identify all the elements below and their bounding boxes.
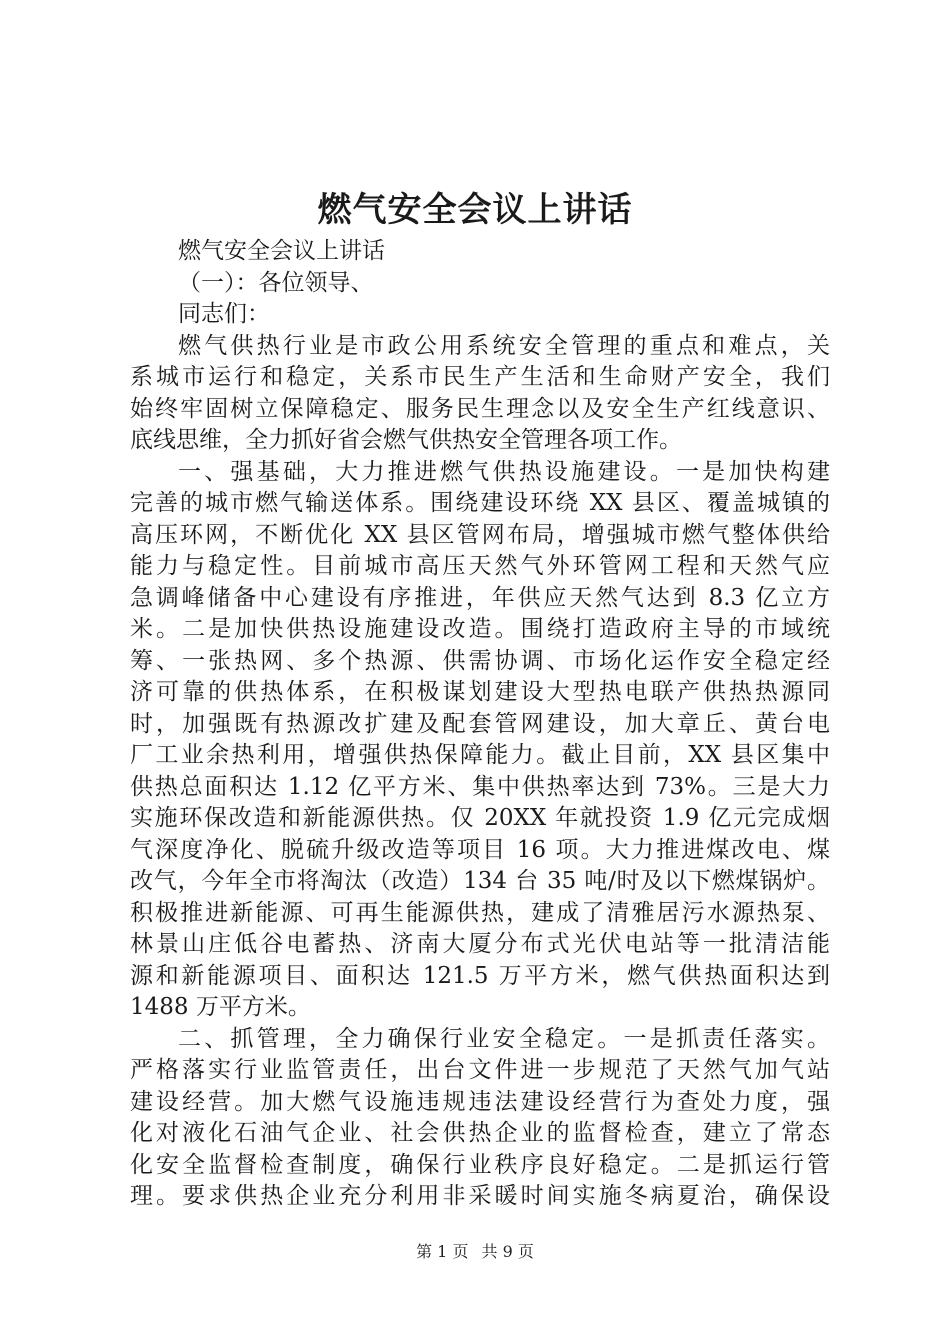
text-line: 厂工业余热利用，增强供热保障能力。截止目前，XX 县区集中: [130, 742, 830, 768]
text-line: 积极推进新能源、可再生能源供热，建成了清雅居污水源热泵、: [130, 899, 830, 926]
text-line: 林景山庄低谷电蓄热、济南大厦分布式光伏电站等一批清洁能: [130, 931, 830, 957]
text-line: 始终牢固树立保障稳定、服务民生理念以及安全生产红线意识、: [130, 395, 830, 422]
page-footer: [0, 1240, 950, 1264]
text-line: 高压环网，不断优化 XX 县区管网布局，增强城市燃气整体供给: [130, 521, 830, 548]
text-line: 实施环保改造和新能源供热。仅 20XX 年就投资 1.9 亿元完成烟: [130, 805, 830, 831]
text-line: 供热总面积达 1.12 亿平方米、集中供热率达到 73%。三是大力: [130, 773, 830, 800]
text-line: （一）：各位领导、: [178, 269, 374, 296]
text-line: 同志们：: [178, 301, 270, 327]
document-title: 燃气安全会议上讲话: [317, 190, 633, 230]
text-line: 完善的城市燃气输送体系。围绕建设环绕 XX 县区、覆盖城镇的: [130, 490, 830, 516]
text-line: 系城市运行和稳定，关系市民生产生活和生命财产安全，我们: [130, 364, 830, 390]
page-total: 共 9 页: [481, 1242, 534, 1261]
text-line: 理。要求供热企业充分利用非采暖时间实施冬病夏治，确保设: [130, 1183, 830, 1209]
text-line: 二、抓管理，全力确保行业安全稳定。一是抓责任落实。: [178, 1025, 830, 1052]
text-line: 1488 万平方米。: [130, 994, 311, 1020]
text-line: 化安全监督检查制度，确保行业秩序良好稳定。二是抓运行管: [130, 1151, 830, 1178]
text-line: 严格落实行业监管责任，出台文件进一步规范了天然气加气站: [130, 1057, 830, 1083]
text-line: 筹、一张热网、多个热源、供需协调、市场化运作安全稳定经: [130, 647, 830, 674]
document-body: [130, 236, 830, 1213]
text-line: 急调峰储备中心建设有序推进，年供应天然气达到 8.3 亿立方: [130, 584, 830, 611]
text-line: 米。二是加快供热设施建设改造。围绕打造政府主导的市域统: [130, 616, 830, 642]
text-line: 源和新能源项目、面积达 121.5 万平方米，燃气供热面积达到: [130, 962, 830, 989]
text-line: 燃气供热行业是市政公用系统安全管理的重点和难点，关: [178, 332, 830, 359]
text-line: 济可靠的供热体系，在积极谋划建设大型热电联产供热热源同: [130, 679, 830, 705]
text-line: 改气，今年全市将淘汰（改造）134 台 35 吨/时及以下燃煤锅炉。: [130, 868, 830, 894]
text-line: 时，加强既有热源改扩建及配套管网建设，加大章丘、黄台电: [130, 710, 830, 737]
text-line: 化对液化石油气企业、社会供热企业的监督检查，建立了常态: [130, 1120, 830, 1146]
text-line: 能力与稳定性。目前城市高压天然气外环管网工程和天然气应: [130, 553, 830, 579]
text-line: 建设经营。加大燃气设施违规违法建设经营行为查处力度，强: [130, 1088, 830, 1115]
text-line: 底线思维，全力抓好省会燃气供热安全管理各项工作。: [130, 427, 682, 453]
text-line: 一、强基础，大力推进燃气供热设施建设。一是加快构建: [178, 458, 830, 485]
text-line: 燃气安全会议上讲话: [178, 238, 385, 264]
page-number: 第 1 页: [416, 1242, 469, 1261]
text-line: 气深度净化、脱硫升级改造等项目 16 项。大力推进煤改电、煤: [130, 836, 830, 863]
